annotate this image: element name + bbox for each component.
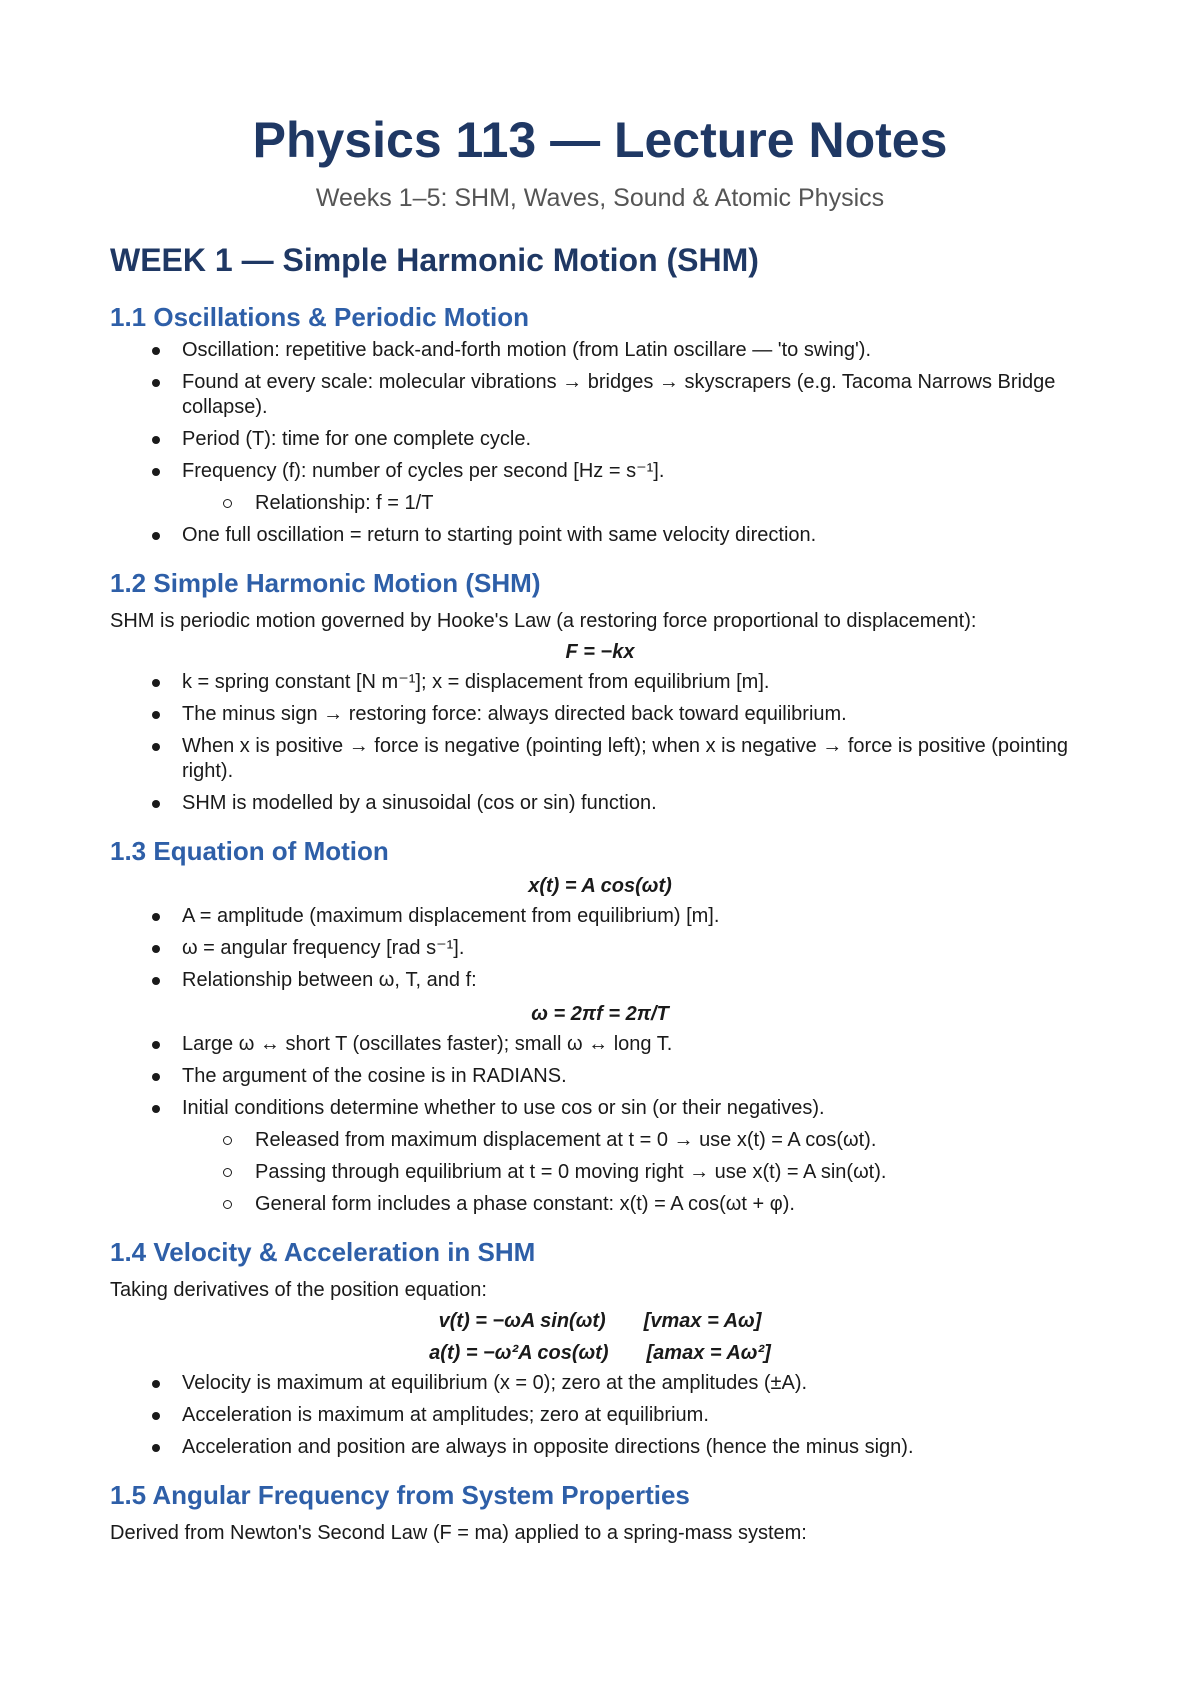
- section-1-3-list: [110, 904, 1090, 993]
- section-1-4-list: [110, 1371, 1090, 1460]
- acceleration-equation-row: [110, 1339, 1090, 1367]
- sub-list-item: Released from maximum displacement at t = 0 → use x(t) = A cos(ωt).: [110, 1128, 1090, 1153]
- list-item: Frequency (f): number of cycles per second [Hz = s⁻¹].: [110, 459, 1090, 484]
- document-title: Physics 113 — Lecture Notes: [252, 112, 948, 168]
- section-1-1-heading: 1.1 Oscillations & Periodic Motion: [110, 302, 529, 332]
- velocity-equation: v(t) = −ωA sin(ωt): [438, 1310, 606, 1332]
- vmax-equation: [vmax = Aω]: [643, 1310, 762, 1332]
- list-item: Large ω ↔ short T (oscillates faster); small ω ↔ long T.: [110, 1032, 1090, 1057]
- list-item: ω = angular frequency [rad s⁻¹].: [110, 936, 1090, 961]
- acceleration-equation: a(t) = −ω²A cos(ωt): [429, 1342, 609, 1364]
- list-item: Relationship between ω, T, and f:: [110, 968, 1090, 993]
- list-item: The minus sign → restoring force: always directed back toward equilibrium.: [110, 702, 1090, 727]
- list-item: A = amplitude (maximum displacement from equilibrium) [m].: [110, 904, 1090, 929]
- list-item: Period (T): time for one complete cycle.: [110, 427, 1090, 452]
- section-1-3-heading: 1.3 Equation of Motion: [110, 836, 389, 866]
- velocity-equation-row: [110, 1307, 1090, 1335]
- list-item: One full oscillation = return to starting point with same velocity direction.: [110, 523, 1090, 548]
- list-item: When x is positive → force is negative (pointing left); when x is negative → force is positive (pointing right).: [110, 734, 1090, 784]
- list-item: k = spring constant [N m⁻¹]; x = displacement from equilibrium [m].: [110, 670, 1090, 695]
- list-item: SHM is modelled by a sinusoidal (cos or sin) function.: [110, 791, 1090, 816]
- section-1-4-intro: Taking derivatives of the position equation:: [110, 1279, 487, 1301]
- list-item: Acceleration is maximum at amplitudes; zero at equilibrium.: [110, 1403, 1090, 1428]
- list-item: Velocity is maximum at equilibrium (x = 0); zero at the amplitudes (±A).: [110, 1371, 1090, 1396]
- section-1-3-list-continued: [110, 1032, 1090, 1217]
- sub-list-item: Relationship: f = 1/T: [110, 491, 1090, 516]
- list-item: Oscillation: repetitive back-and-forth motion (from Latin oscillare — 'to swing').: [110, 338, 1090, 363]
- sub-list-item: General form includes a phase constant: x(t) = A cos(ωt + φ).: [110, 1192, 1090, 1217]
- section-1-5-heading: 1.5 Angular Frequency from System Properties: [110, 1480, 690, 1510]
- section-1-2-heading: 1.2 Simple Harmonic Motion (SHM): [110, 568, 541, 598]
- document-subtitle: Weeks 1–5: SHM, Waves, Sound & Atomic Physics: [315, 184, 885, 212]
- list-item: Initial conditions determine whether to use cos or sin (or their negatives).: [110, 1096, 1090, 1121]
- list-item: Acceleration and position are always in opposite directions (hence the minus sign).: [110, 1435, 1090, 1460]
- list-item: Found at every scale: molecular vibrations → bridges → skyscrapers (e.g. Tacoma Narrows Bridge collapse).: [110, 370, 1090, 420]
- equation-of-motion: x(t) = A cos(ωt): [528, 875, 672, 897]
- section-1-4-heading: 1.4 Velocity & Acceleration in SHM: [110, 1237, 536, 1267]
- section-1-2-list: [110, 670, 1090, 816]
- week-1-heading: WEEK 1 — Simple Harmonic Motion (SHM): [110, 242, 759, 278]
- amax-equation: [amax = Aω²]: [646, 1342, 771, 1364]
- section-1-5-intro: Derived from Newton's Second Law (F = ma) applied to a spring-mass system:: [110, 1522, 807, 1544]
- section-1-1-list: [110, 338, 1090, 548]
- list-item: The argument of the cosine is in RADIANS.: [110, 1064, 1090, 1089]
- section-1-2-intro: SHM is periodic motion governed by Hooke's Law (a restoring force proportional to displacement):: [110, 610, 977, 632]
- angular-frequency-equation: ω = 2πf = 2π/T: [531, 1003, 669, 1025]
- hookes-law-equation: F = −kx: [565, 641, 635, 663]
- sub-list-item: Passing through equilibrium at t = 0 moving right → use x(t) = A sin(ωt).: [110, 1160, 1090, 1185]
